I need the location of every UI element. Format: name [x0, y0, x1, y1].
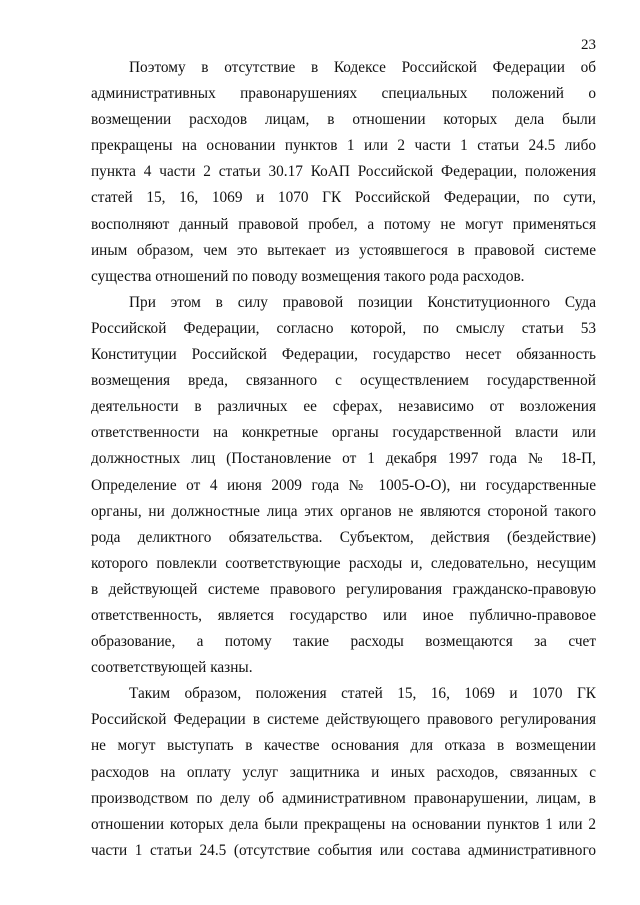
text-line: отношении которых дела были прекращены на основании пунктов 1 или 2: [91, 815, 596, 833]
text-line: существа отношений по поводу возмещения такого рода расходов.: [91, 267, 525, 285]
text-line: рода деликтного обязательства. Субъектом, действия (бездействие): [91, 528, 596, 546]
text-line: в действующей системе правового регулирования гражданско-правовую: [91, 580, 596, 598]
text-line: деятельности в различных ее сферах, независимо от возложения: [91, 398, 596, 416]
paragraph-3: [91, 681, 596, 864]
text-line: пункта 4 части 2 статьи 30.17 КоАП Российской Федерации, положения: [91, 163, 596, 181]
text-line: производством по делу об административном правонарушении, лицам, в: [91, 789, 596, 807]
text-line: прекращены на основании пунктов 1 или 2 части 1 статьи 24.5 либо: [91, 137, 596, 155]
text-line: возмещении расходов лицам, в отношении которых дела были: [91, 111, 596, 129]
document-body: [91, 55, 596, 864]
page-number: 23: [581, 37, 596, 53]
text-line: должностных лиц (Постановление от 1 декабря 1997 года № 18-П,: [91, 450, 596, 468]
text-line: Таким образом, положения статей 15, 16, 1069 и 1070 ГК: [129, 685, 596, 703]
text-line: органы, ни должностные лица этих органов не являются стороной такого: [91, 502, 596, 520]
text-line: Российской Федерации, согласно которой, по смыслу статьи 53: [91, 319, 596, 337]
text-line: Российской Федерации в системе действующего правового регулирования: [91, 711, 596, 729]
text-line: При этом в силу правовой позиции Конституционного Суда: [129, 293, 596, 311]
paragraph-2: [91, 290, 596, 681]
text-line: ответственность, является государство или иное публично-правовое: [91, 606, 596, 624]
paragraph-1: [91, 55, 596, 290]
text-line: Поэтому в отсутствие в Кодексе Российской Федерации об: [129, 59, 596, 76]
text-line: образование, а потому такие расходы возмещаются за счет: [91, 633, 596, 651]
text-line: соответствующей казны.: [91, 659, 253, 677]
text-line: Определение от 4 июня 2009 года № 1005-О-О), ни государственные: [91, 476, 596, 494]
text-line: не могут выступать в качестве основания для отказа в возмещении: [91, 737, 596, 755]
text-line: статей 15, 16, 1069 и 1070 ГК Российской Федерации, по сути,: [91, 189, 596, 207]
text-line: административных правонарушениях специальных положений о: [91, 85, 596, 103]
text-line: расходов на оплату услуг защитника и иных расходов, связанных с: [91, 763, 596, 781]
text-line: которого повлекли соответствующие расходы и, следовательно, несущим: [91, 554, 596, 572]
text-line: ответственности на конкретные органы государственной власти или: [91, 424, 596, 442]
text-line: Конституции Российской Федерации, государство несет обязанность: [91, 346, 596, 364]
text-line: возмещения вреда, связанного с осуществлением государственной: [91, 372, 596, 390]
text-line: части 1 статьи 24.5 (отсутствие события или состава административного: [91, 841, 596, 859]
text-line: иным образом, чем это вытекает из устоявшегося в правовой системе: [91, 241, 596, 259]
text-line: восполняют данный правовой пробел, а потому не могут применяться: [91, 215, 596, 233]
